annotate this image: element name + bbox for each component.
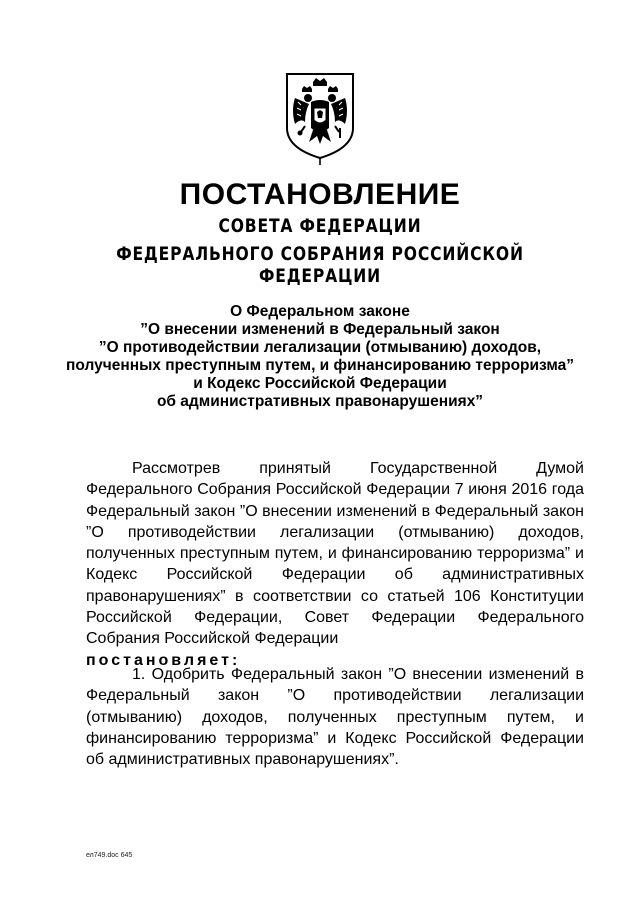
document-type-title: ПОСТАНОВЛЕНИЕ (179, 178, 461, 211)
law-title-line: и Кодекс Российской Федерации (193, 375, 447, 392)
law-title-block (60, 303, 580, 411)
decree-word: постановляет: (86, 651, 241, 669)
law-title-line: ”О противодействии легализации (отмыванию) доходов, (98, 339, 542, 356)
russian-coat-of-arms-icon (283, 70, 357, 166)
law-title-line: полученных преступным путем, и финансированию терроризма” (66, 357, 574, 374)
law-title-line: ”О внесении изменений в Федеральный закон (140, 321, 500, 338)
preamble-text: Рассмотрев принятый Государственной Думой Федерального Собрания Российской Федерации 7 июня 2016 года Федеральный закон ”О внесении изменений в Федеральный закон ”О противодействии легализации (отмыванию) доходов, полученных преступным путем, и финансированию терроризма” и Кодекс Российской Федерации об административных правонарушениях” в соответствии со статьей 106 Конституции Российской Федерации, Совет Федерации Федерального Собрания Российской Федерации (86, 460, 584, 648)
issuer-line-2: ФЕДЕРАЛЬНОГО СОБРАНИЯ РОССИЙСКОЙ ФЕДЕРАЦИИ (116, 243, 524, 287)
issuer-line-1: СОВЕТА ФЕДЕРАЦИИ (218, 215, 422, 237)
law-title-line: об административных правонарушениях” (156, 393, 484, 410)
law-title-line: О Федеральном законе (230, 303, 410, 320)
document-code: ел749.doc 645 (86, 852, 133, 859)
preamble-paragraph (86, 458, 584, 671)
clause-1-paragraph: 1. Одобрить Федеральный закон ”О внесении изменений в Федеральный закон ”О противодействии легализации (отмыванию) доходов, полученных преступным путем, и финансированию терроризма” и Кодекс Российской Федерации об административных правонарушениях”. (86, 666, 584, 769)
